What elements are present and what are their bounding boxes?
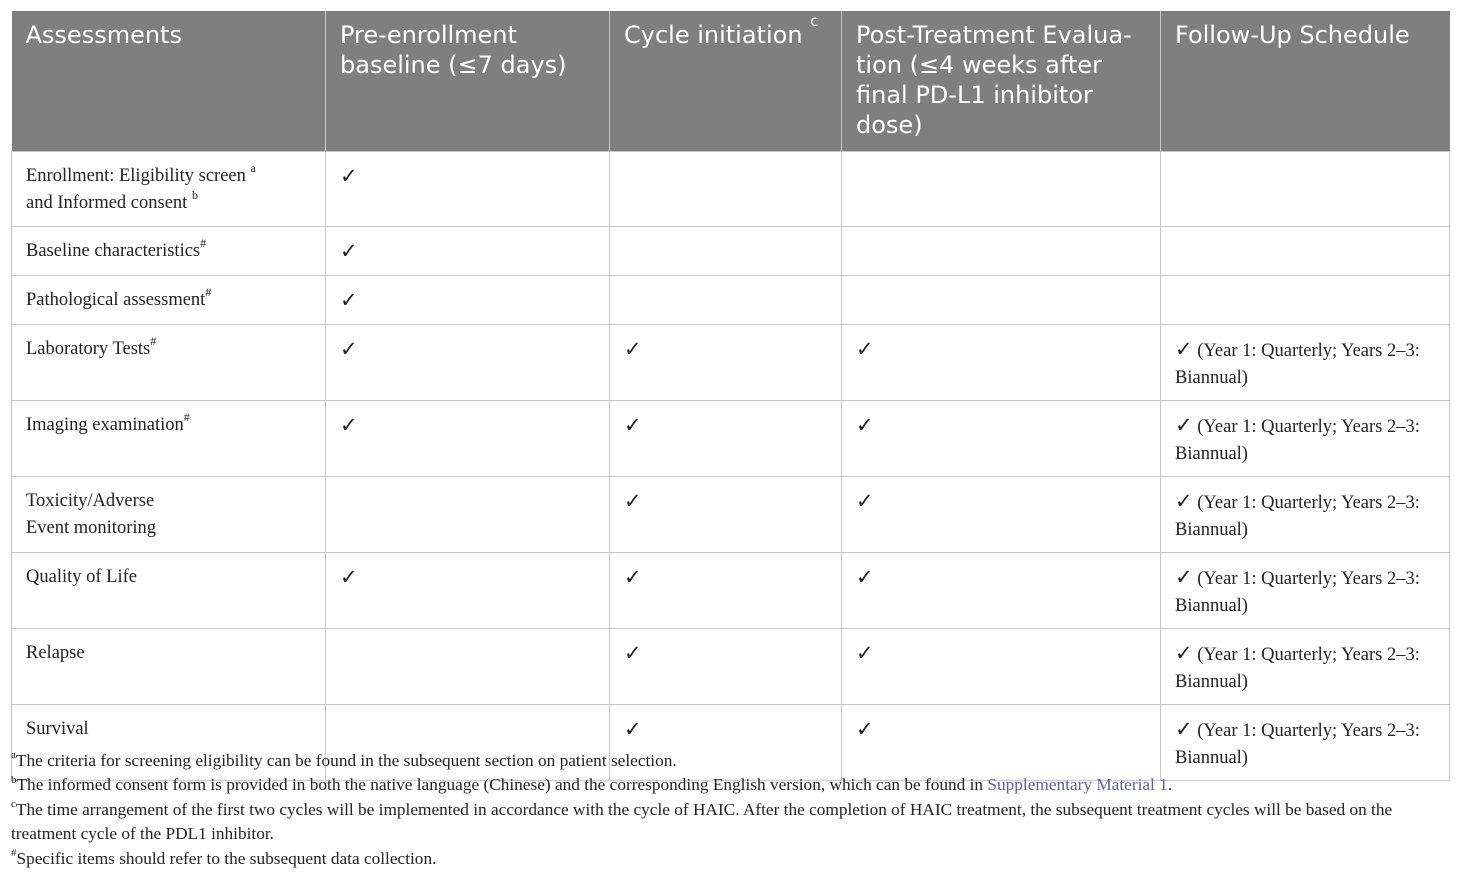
check-cell: [842, 477, 1161, 553]
table-row: [12, 276, 1450, 325]
check-icon: ✓: [1175, 641, 1193, 665]
empty-cell: [610, 227, 842, 276]
check-cell: [326, 276, 610, 325]
check-icon: ✓: [624, 565, 642, 589]
check-icon: ✓: [856, 337, 874, 361]
check-cell: [610, 325, 842, 401]
empty-cell: [842, 276, 1161, 325]
empty-cell: [326, 477, 610, 553]
footnote-b: $^b$The informed consent form is provided in both the native language (Chinese) and the corresponding English version, which can be found in Supplementary Material 1.: [11, 773, 1173, 795]
empty-cell: [610, 276, 842, 325]
row-label: Toxicity/Adverse Event monitoring: [12, 477, 326, 553]
check-icon: ✓: [340, 239, 358, 263]
table-row: [12, 401, 1450, 477]
empty-cell: [1161, 227, 1450, 276]
check-cell: [326, 325, 610, 401]
row-label: Baseline characteristics#: [12, 227, 326, 276]
followup-cell: ✓ (Year 1: Quarterly; Years 2–3: Biannual): [1161, 477, 1450, 553]
empty-cell: [610, 152, 842, 227]
footnotes: [11, 749, 1453, 871]
footnote-mark: c: [810, 12, 819, 30]
check-cell: [326, 152, 610, 227]
row-label: Quality of Life: [12, 553, 326, 629]
table-row: [12, 152, 1450, 227]
table-row: [12, 477, 1450, 553]
footnote-c: $^c$The time arrangement of the first two cycles will be implemented in accordance with the cycle of HAIC. After the completion of HAIC treatment, the subsequent treatment cycles will be based on the treatment cycle of the PDL1 inhibitor.: [11, 798, 1393, 844]
table-row: [12, 325, 1450, 401]
check-icon: ✓: [856, 641, 874, 665]
check-cell: [610, 629, 842, 705]
empty-cell: [842, 152, 1161, 227]
header-assessments: Assessments: [12, 11, 326, 152]
supplementary-material-link[interactable]: Supplementary Material 1: [987, 775, 1168, 795]
check-cell: [842, 553, 1161, 629]
check-icon: ✓: [1175, 337, 1193, 361]
empty-cell: [842, 227, 1161, 276]
check-icon: ✓: [1175, 717, 1193, 741]
check-icon: ✓: [340, 413, 358, 437]
row-label: Pathological assessment#: [12, 276, 326, 325]
footnote-a: $^a$The criteria for screening eligibility can be found in the subsequent section on patient selection.: [11, 749, 677, 770]
check-icon: ✓: [856, 717, 874, 741]
footnote-hash: #Specific items should refer to the subsequent data collection.: [11, 846, 437, 868]
check-cell: [326, 227, 610, 276]
check-icon: ✓: [856, 565, 874, 589]
check-cell: [326, 553, 610, 629]
empty-cell: [326, 629, 610, 705]
followup-cell: ✓ (Year 1: Quarterly; Years 2–3: Biannual): [1161, 629, 1450, 705]
row-label: Enrollment: Eligibility screen $^a$ and Informed consent $^b$: [12, 152, 326, 227]
header-cycle-initiation: Cycle initiation $^c$: [610, 11, 842, 152]
table-row: [12, 553, 1450, 629]
check-icon: ✓: [856, 489, 874, 513]
check-icon: ✓: [340, 288, 358, 312]
check-icon: ✓: [340, 337, 358, 361]
check-cell: [842, 629, 1161, 705]
assessment-schedule-table: [11, 11, 1450, 781]
row-label: Survival: [12, 705, 326, 781]
check-cell: [610, 477, 842, 553]
followup-cell: ✓ (Year 1: Quarterly; Years 2–3: Biannual): [1161, 553, 1450, 629]
check-icon: ✓: [1175, 413, 1193, 437]
check-icon: ✓: [1175, 489, 1193, 513]
check-cell: [842, 325, 1161, 401]
check-icon: ✓: [624, 717, 642, 741]
check-cell: [610, 401, 842, 477]
row-label: Relapse: [12, 629, 326, 705]
check-cell: [610, 553, 842, 629]
check-icon: ✓: [856, 413, 874, 437]
table-row: [12, 227, 1450, 276]
check-icon: ✓: [624, 337, 642, 361]
header-pre-enrollment: Pre-enrollment baseline (≤7 days): [326, 11, 610, 152]
check-icon: ✓: [624, 489, 642, 513]
empty-cell: [1161, 152, 1450, 227]
assessment-table-container: [11, 11, 1449, 781]
check-cell: [326, 401, 610, 477]
followup-cell: ✓ (Year 1: Quarterly; Years 2–3: Biannual): [1161, 401, 1450, 477]
table-row: [12, 629, 1450, 705]
empty-cell: [1161, 276, 1450, 325]
row-label: Laboratory Tests#: [12, 325, 326, 401]
check-icon: ✓: [340, 565, 358, 589]
check-icon: ✓: [1175, 565, 1193, 589]
header-post-treatment: Post-Treatment Evalua-tion (≤4 weeks after final PD-L1 inhibitor dose): [842, 11, 1161, 152]
check-cell: [842, 401, 1161, 477]
followup-cell: ✓ (Year 1: Quarterly; Years 2–3: Biannual): [1161, 705, 1450, 781]
check-icon: ✓: [340, 164, 358, 188]
check-icon: ✓: [624, 641, 642, 665]
followup-cell: ✓ (Year 1: Quarterly; Years 2–3: Biannual): [1161, 325, 1450, 401]
check-icon: ✓: [624, 413, 642, 437]
header-follow-up: Follow-Up Schedule: [1161, 11, 1450, 152]
row-label: Imaging examination#: [12, 401, 326, 477]
header-row: [12, 11, 1450, 152]
